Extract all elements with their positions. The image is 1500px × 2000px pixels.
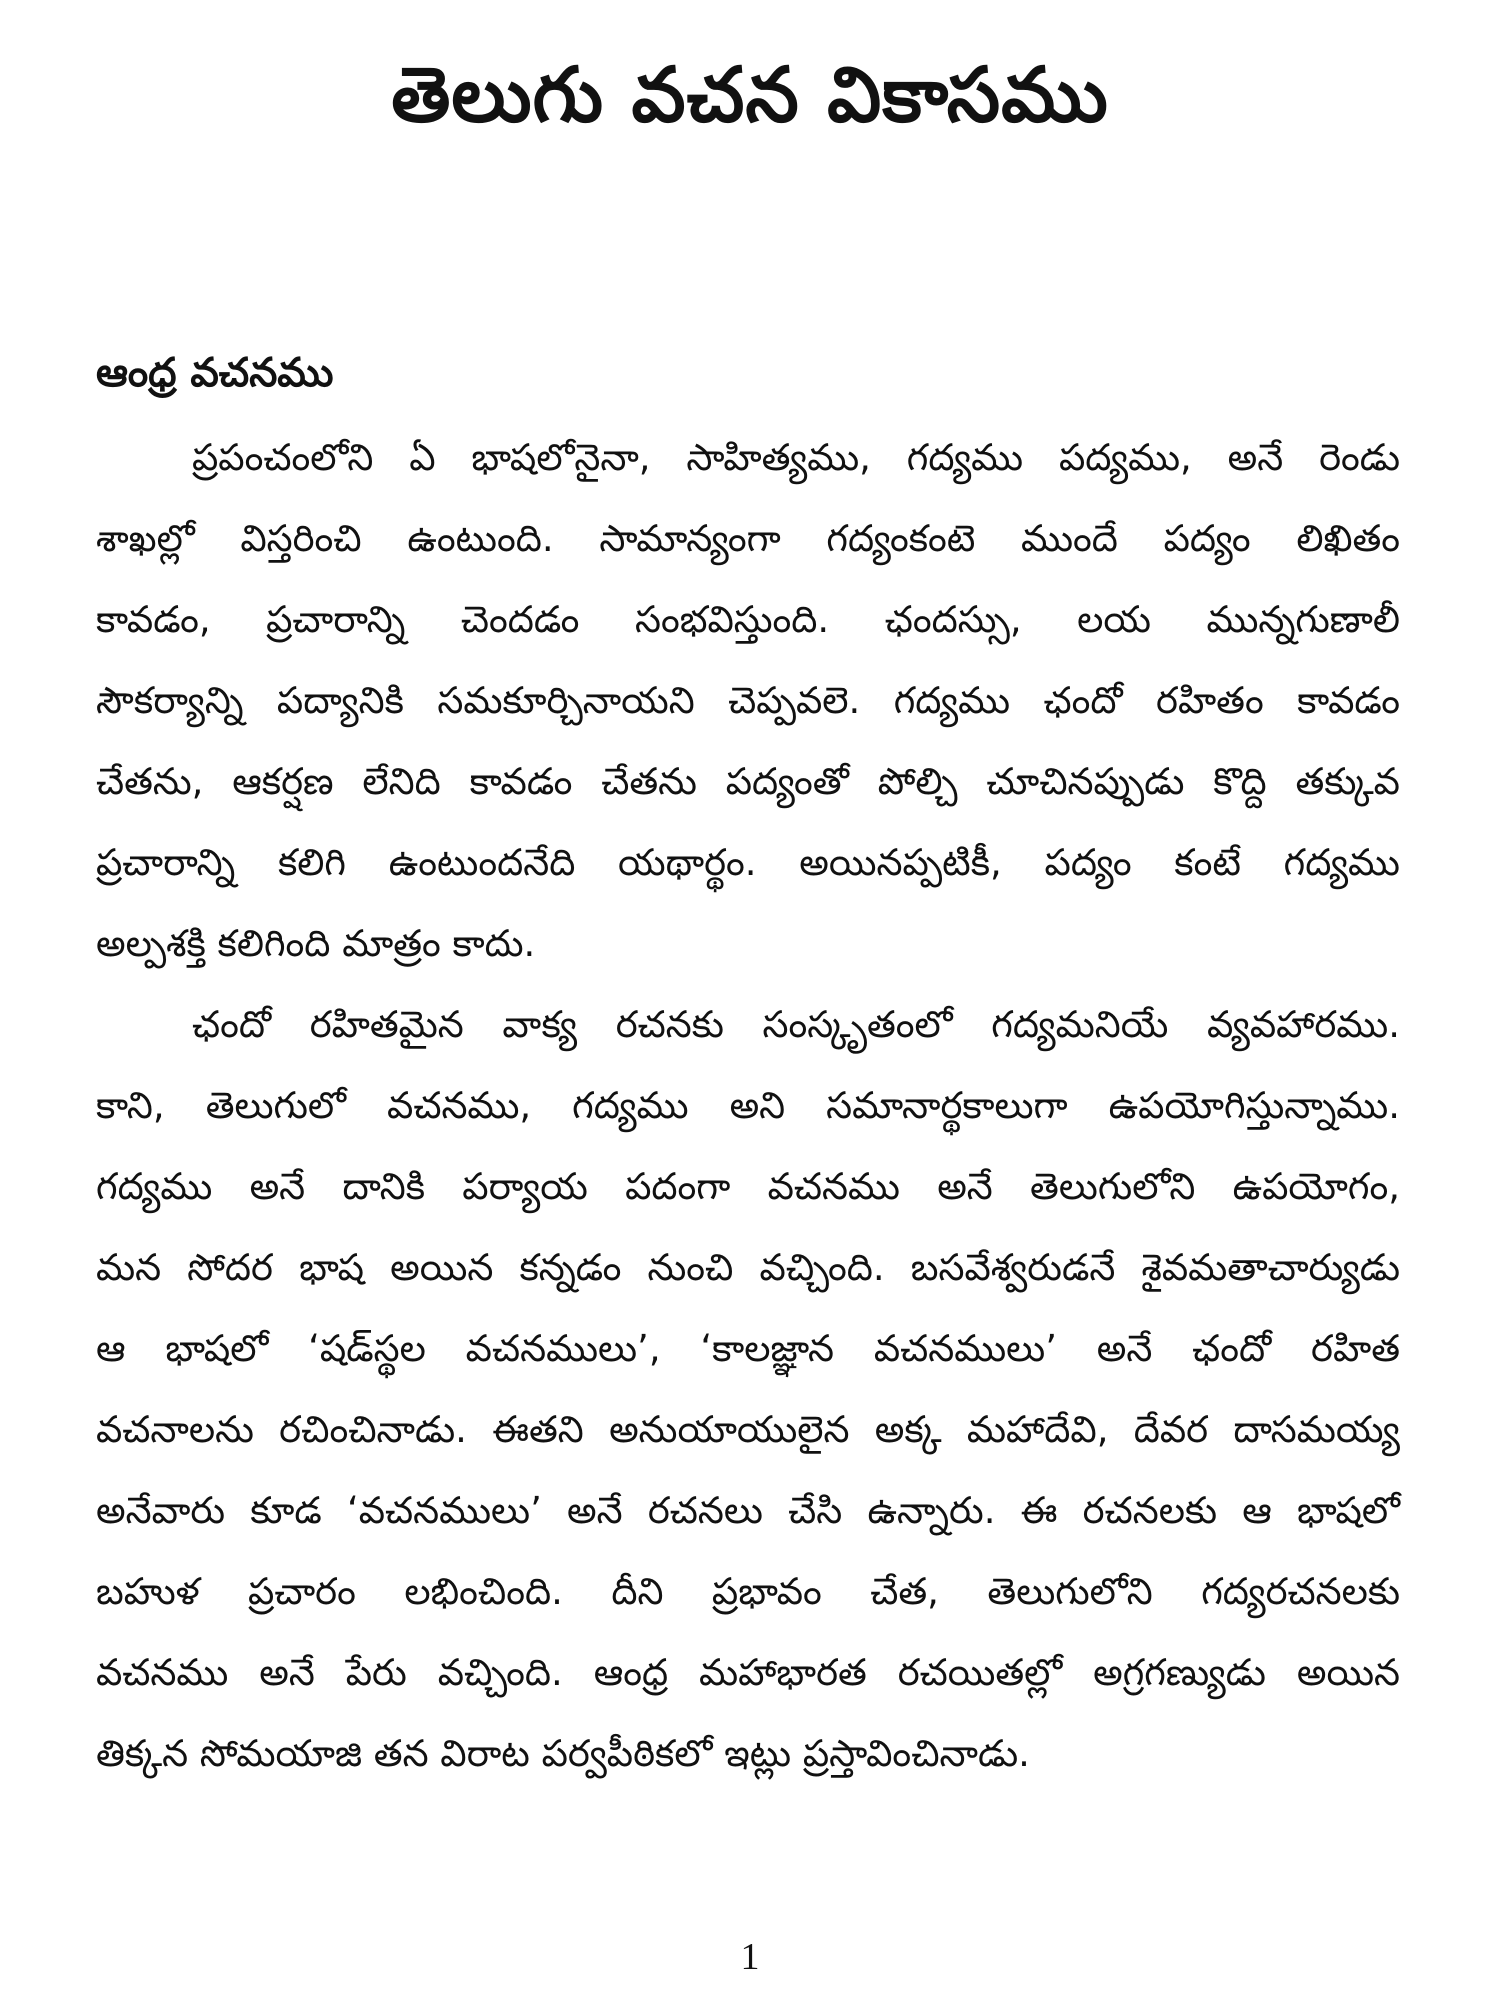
section-heading: ఆంధ్ర వచనము [96, 350, 334, 396]
paragraph-line: వచనము అనే పేరు వచ్చింది. ఆంధ్ర మహాభారత రచయితల్లో అగ్రగణ్యుడు అయిన [96, 1651, 1400, 1694]
paragraph-line: ప్రచారాన్ని కలిగి ఉంటుందనేది యథార్థం. అయినప్పటికీ, పద్యం కంటే గద్యము [96, 841, 1400, 884]
paragraph-line: ఆ భాషలో ‘షడ్‌స్థల వచనములు’, ‘కాలజ్ఞాన వచనములు’ అనే ఛందో రహిత [96, 1327, 1400, 1370]
paragraph-line: కాని, తెలుగులో వచనము, గద్యము అని సమానార్థకాలుగా ఉపయోగిస్తున్నాము. [96, 1084, 1400, 1127]
paragraph-line: కావడం, ప్రచారాన్ని చెందడం సంభవిస్తుంది. ఛందస్సు, లయ మున్నగుణాలీ [96, 598, 1400, 641]
paragraph-line: సౌకర్యాన్ని పద్యానికి సమకూర్చినాయని చెప్పవలె. గద్యము ఛందో రహితం కావడం [96, 679, 1400, 722]
paragraph-line: అల్పశక్తి కలిగింది మాత్రం కాదు. [96, 922, 536, 965]
paragraph-line: తిక్కన సోమయాజి తన విరాట పర్వపీఠికలో ఇట్లు ప్రస్తావించినాడు. [96, 1732, 1030, 1775]
paragraph-line: బహుళ ప్రచారం లభించింది. దీని ప్రభావం చేత, తెలుగులోని గద్యరచనలకు [96, 1570, 1400, 1613]
paragraph-line: వచనాలను రచించినాడు. ఈతని అనుయాయులైన అక్క మహాదేవి, దేవర దాసమయ్య [96, 1408, 1400, 1451]
paragraph-line: ఛందో రహితమైన వాక్య రచనకు సంస్కృతంలో గద్యమనియే వ్యవహారము. [192, 1003, 1400, 1046]
paragraph-line: అనేవారు కూడ ‘వచనములు’ అనే రచనలు చేసి ఉన్నారు. ఈ రచనలకు ఆ భాషలో [96, 1489, 1400, 1532]
page-title: తెలుగు వచన వికాసము [391, 50, 1109, 139]
body-text [96, 428, 1400, 1805]
paragraph-line: ప్రపంచంలోని ఏ భాషలోనైనా, సాహిత్యము, గద్యము పద్యము, అనే రెండు [192, 436, 1400, 479]
paragraph-line: చేతను, ఆకర్షణ లేనిది కావడం చేతను పద్యంతో పోల్చి చూచినప్పుడు కొద్ది తక్కువ [96, 760, 1400, 803]
paragraph-line: గద్యము అనే దానికి పర్యాయ పదంగా వచనము అనే తెలుగులోని ఉపయోగం, [96, 1165, 1400, 1208]
paragraph-line: మన సోదర భాష అయిన కన్నడం నుంచి వచ్చింది. బసవేశ్వరుడనే శైవమతాచార్యుడు [96, 1246, 1400, 1289]
page-number: 1 [740, 1936, 760, 1978]
paragraph-line: శాఖల్లో విస్తరించి ఉంటుంది. సామాన్యంగా గద్యంకంటె ముందే పద్యం లిఖితం [96, 517, 1400, 560]
